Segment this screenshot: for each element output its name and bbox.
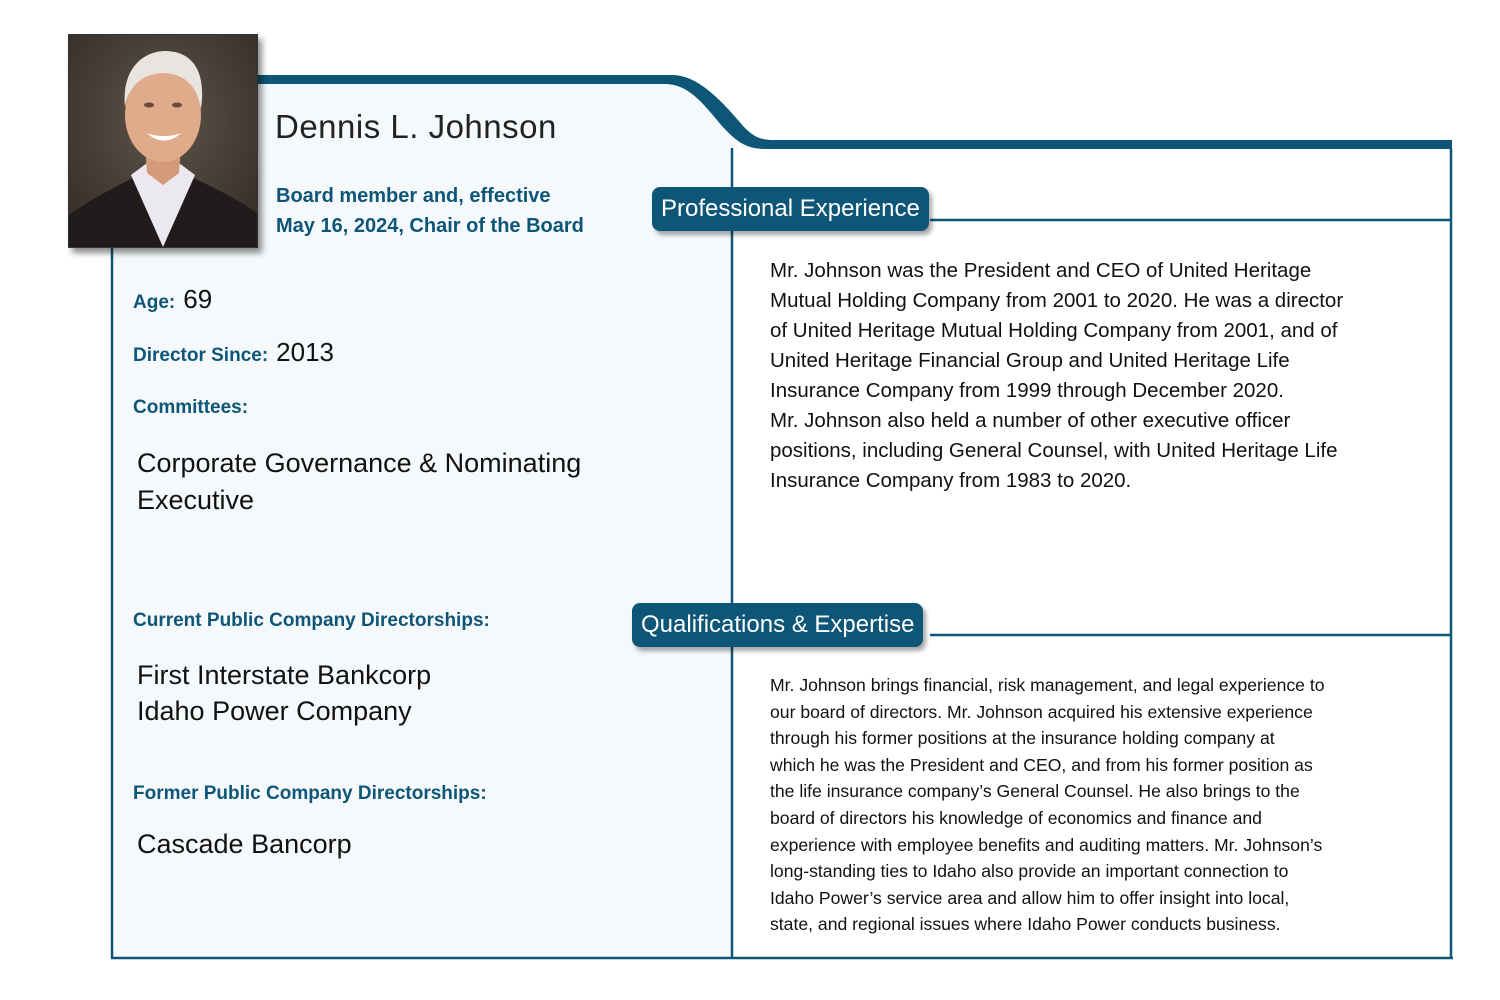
portrait-icon (69, 35, 257, 247)
professional-experience-text (770, 256, 1440, 496)
committees-label: Committees: (133, 397, 249, 418)
qualifications-tab: Qualifications & Expertise (632, 603, 923, 647)
director-since-label: Director Since: (133, 345, 269, 366)
text-line: the life insurance company’s General Counsel. He also brings to the (770, 781, 1300, 802)
committee-item: Corporate Governance & Nominating (137, 448, 582, 478)
current-directorships-list (137, 657, 431, 729)
directorship-item: First Interstate Bankcorp (137, 660, 432, 690)
text-line: Mutual Holding Company from 2001 to 2020. He was a director (770, 289, 1344, 312)
directorship-item: Idaho Power Company (137, 696, 412, 726)
role-line-2: May 16, 2024, Chair of the Board (276, 215, 584, 237)
role-line-1: Board member and, effective (276, 185, 551, 207)
text-line: Idaho Power’s service area and allow him to offer insight into local, (770, 887, 1290, 908)
text-line: Mr. Johnson brings financial, risk management, and legal experience to (770, 675, 1325, 695)
committee-item: Executive (137, 485, 255, 515)
director-role (276, 181, 584, 241)
age-label: Age: (133, 292, 176, 313)
director-since-value: 2013 (276, 337, 334, 367)
text-line: United Heritage Financial Group and United Heritage Life (770, 349, 1290, 372)
qualifications-text (770, 672, 1440, 938)
text-line: positions, including General Counsel, with United Heritage Life (770, 439, 1338, 462)
text-line: Mr. Johnson also held a number of other executive officer (770, 409, 1291, 432)
age-row (133, 284, 212, 315)
text-line: through his former positions at the insurance holding company at (770, 728, 1275, 749)
text-line: long-standing ties to Idaho also provide an important connection to (770, 861, 1289, 882)
text-line: state, and regional issues where Idaho Power conducts business. (770, 914, 1281, 935)
former-directorships-label: Former Public Company Directorships: (133, 783, 487, 804)
text-line: which he was the President and CEO, and from his former position as (770, 754, 1313, 775)
text-line: Insurance Company from 1983 to 2020. (770, 469, 1132, 492)
former-directorships-list (137, 826, 352, 863)
text-line: Mr. Johnson was the President and CEO of United Heritage (770, 259, 1312, 282)
director-photo (68, 34, 258, 248)
director-since-row (133, 337, 334, 368)
director-name: Dennis L. Johnson (275, 108, 557, 145)
directorship-item: Cascade Bancorp (137, 829, 352, 859)
text-line: Insurance Company from 1999 through December 2020. (770, 379, 1284, 402)
current-directorships-label: Current Public Company Directorships: (133, 610, 490, 631)
text-line: of United Heritage Mutual Holding Company from 2001, and of (770, 319, 1338, 342)
text-line: board of directors his knowledge of economics and finance and (770, 807, 1262, 828)
age-value: 69 (183, 284, 213, 314)
committees-list (137, 445, 581, 519)
text-line: our board of directors. Mr. Johnson acquired his extensive experience (770, 701, 1313, 722)
text-line: experience with employee benefits and auditing matters. Mr. Johnson’s (770, 834, 1323, 855)
professional-experience-tab: Professional Experience (652, 187, 929, 231)
